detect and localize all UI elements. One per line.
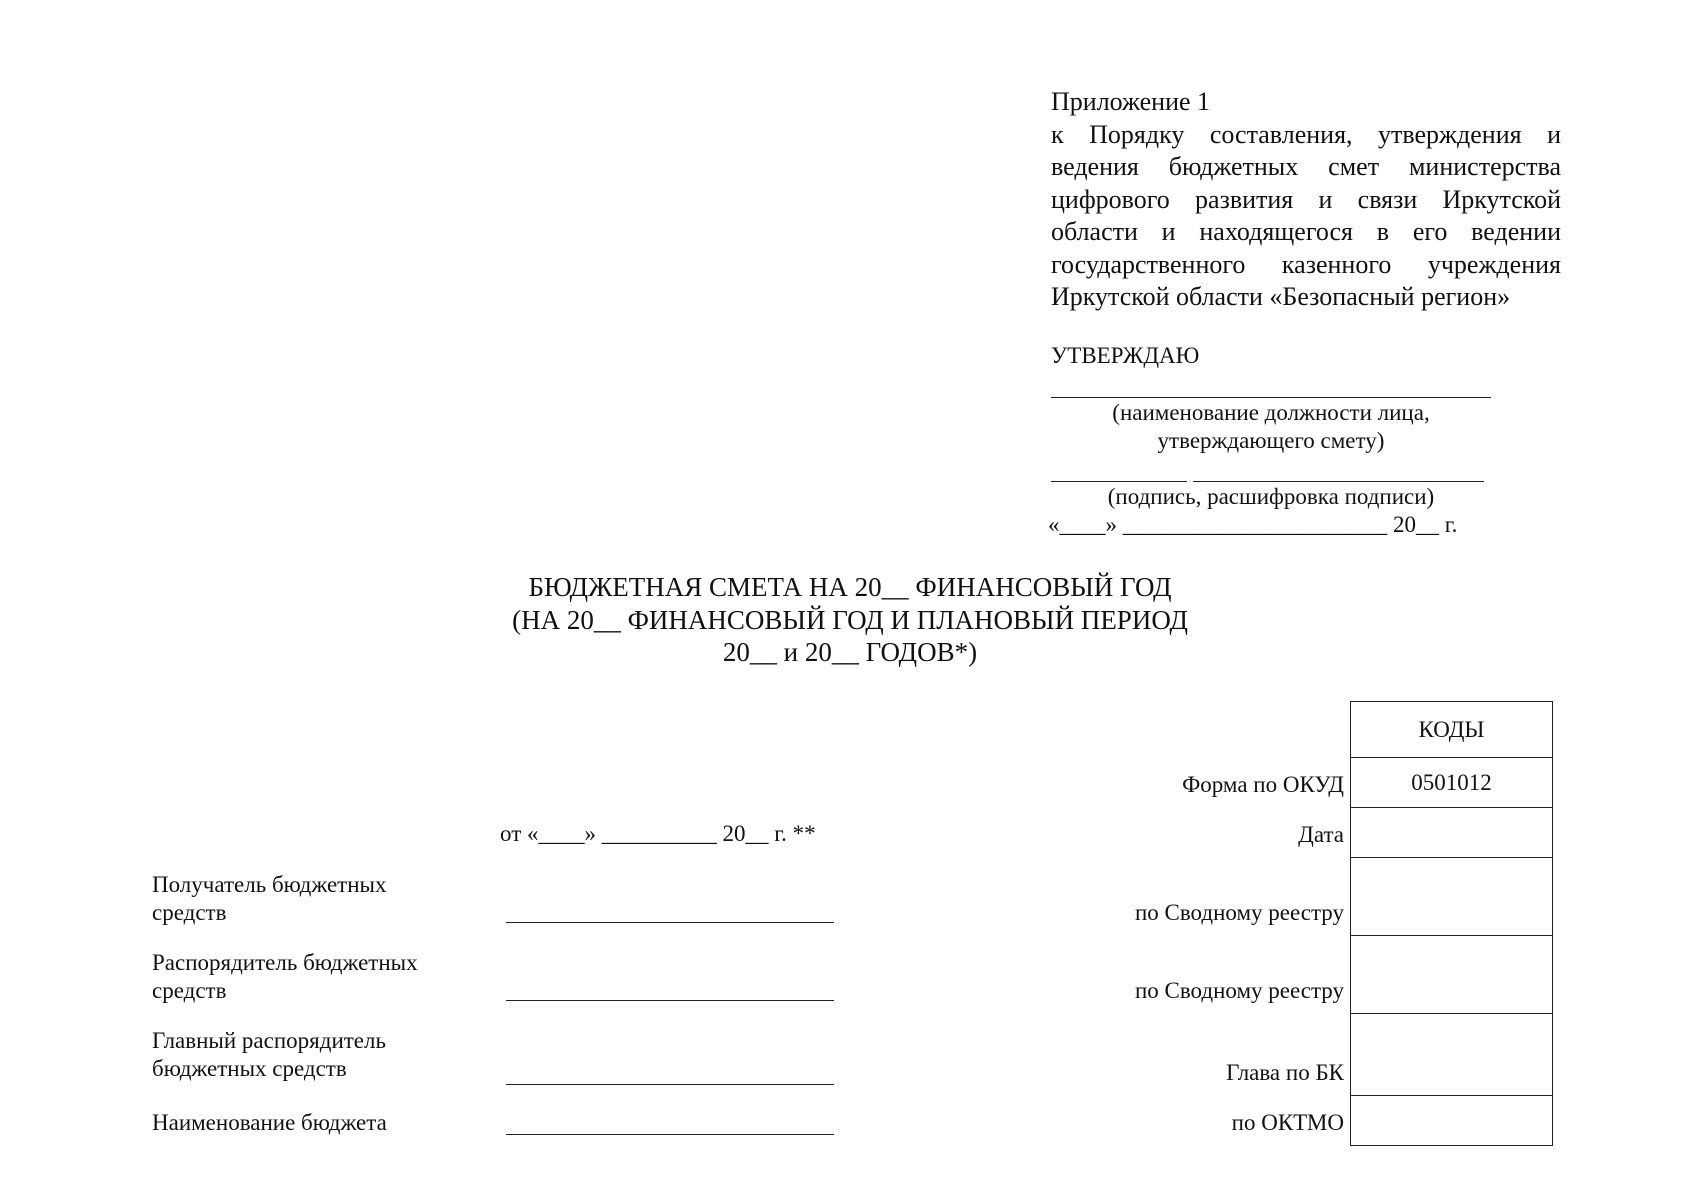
approval-date-line: «____» _______________________ 20__ г.: [1048, 512, 1458, 537]
field-recipient-line: [506, 922, 834, 923]
approval-title: УТВЕРЖДАЮ: [1051, 343, 1200, 368]
code-label-registry-2: по Сводному реестру: [1134, 978, 1344, 1003]
codes-table: [1350, 701, 1553, 1146]
document-title-line-3: 20__ и 20__ ГОДОВ*): [722, 637, 978, 667]
field-manager-label-1: Распорядитель бюджетных: [152, 950, 418, 975]
code-value-okud: 0501012: [1351, 757, 1552, 807]
position-caption-2: утверждающего смету): [1157, 428, 1385, 453]
codes-header: КОДЫ: [1418, 716, 1485, 742]
field-chief-manager-line: [506, 1084, 834, 1085]
document-title-line-1: БЮДЖЕТНАЯ СМЕТА НА 20__ ФИНАНСОВЫЙ ГОД: [528, 572, 1172, 602]
code-value-date: [1351, 807, 1552, 857]
field-manager-label-2: средств: [152, 978, 227, 1003]
field-recipient-label-2: средств: [152, 900, 227, 925]
signature-line: [1051, 481, 1187, 482]
code-value-oktmo: [1351, 1095, 1552, 1145]
field-chief-manager-label-2: бюджетных средств: [152, 1056, 347, 1081]
appendix-title: Приложение 1: [1051, 87, 1211, 116]
field-chief-manager-label-1: Главный распорядитель: [152, 1028, 386, 1053]
appendix-text: к Порядку составления, утверждения и ведения бюджетных смет министерства цифрового развития и связи Иркутской области и находящегося в его ведении государственного казенного учреждения Иркутской области «Безопасный регион»: [1051, 119, 1561, 311]
code-label-date: Дата: [1298, 822, 1344, 847]
document-title-line-2: (НА 20__ ФИНАНСОВЫЙ ГОД И ПЛАНОВЫЙ ПЕРИОД: [512, 604, 1188, 635]
appendix-block: [1051, 86, 1561, 314]
signature-decoding-line: [1193, 481, 1484, 482]
position-line: [1051, 397, 1491, 398]
code-value-registry-2: [1351, 935, 1552, 1013]
field-budget-name-label: Наименование бюджета: [152, 1110, 387, 1135]
signature-caption: (подпись, расшифровка подписи): [1107, 484, 1435, 509]
field-recipient-label-1: Получатель бюджетных: [152, 872, 387, 897]
document-date: от «____» __________ 20__ г. **: [500, 821, 816, 846]
code-label-oktmo: по ОКТМО: [1231, 1110, 1344, 1135]
code-value-registry-1: [1351, 857, 1552, 935]
code-value-bk: [1351, 1013, 1552, 1095]
position-caption-1: (наименование должности лица,: [1112, 400, 1430, 425]
code-label-bk: Глава по БК: [1226, 1060, 1344, 1085]
field-manager-line: [506, 1000, 834, 1001]
field-budget-name-line: [506, 1134, 834, 1135]
document-title: [440, 571, 1260, 669]
code-label-okud: Форма по ОКУД: [1182, 772, 1344, 797]
code-label-registry-1: по Сводному реестру: [1134, 900, 1344, 925]
